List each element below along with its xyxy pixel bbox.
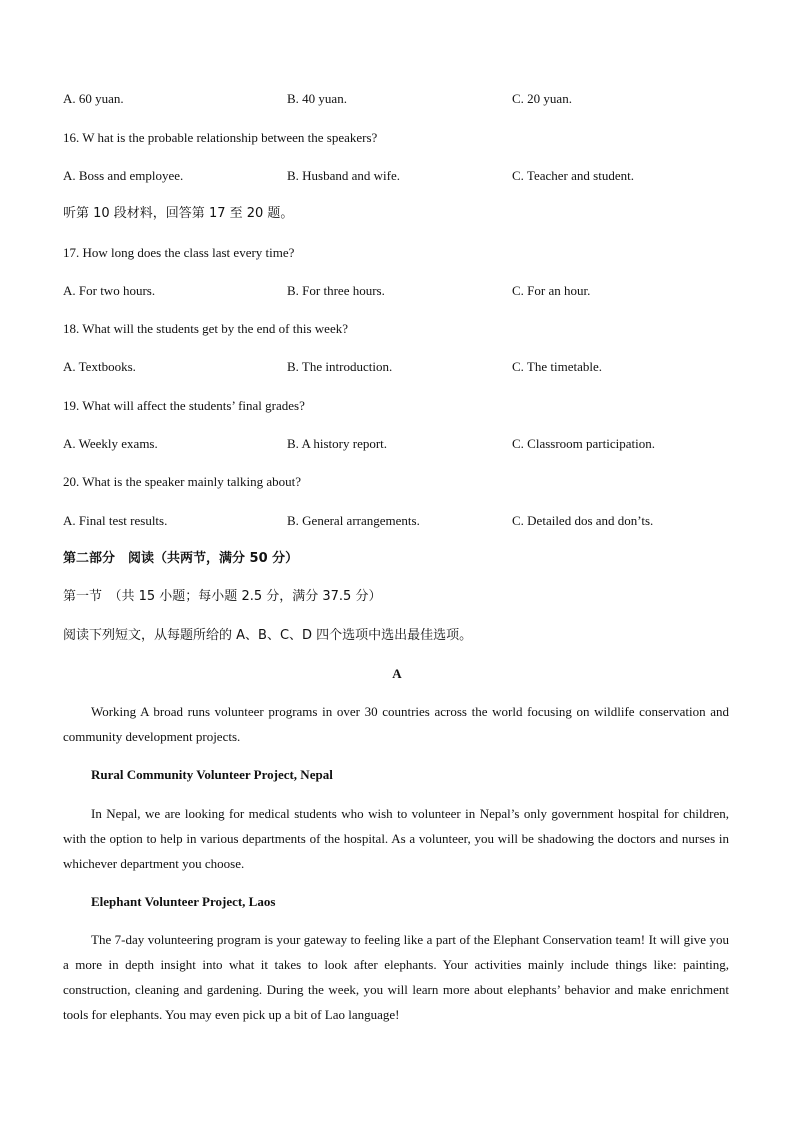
q19-options [63, 436, 743, 452]
q19-option-c: C. Classroom participation. [512, 436, 655, 451]
q20-option-a: A. Final test results. [63, 513, 168, 528]
q18-question: 18. What will the students get by the end of this week? [63, 321, 348, 336]
q18-options [63, 359, 743, 375]
q19-question: 19. What will affect the students’ final grades? [63, 398, 305, 413]
q17-question: 17. How long does the class last every time? [63, 245, 295, 260]
project2-text: The 7-day volunteering program is your gateway to feeling like a part of the Elephant Conservation team! It will give you a more in depth insight into what it takes to look after elephants. Your activities mainly include things like: painting, construction, cleaning and gardening. During the week, you will learn more about elephants’ behavior and make enrichment tools for elephants. You may even pick up a bit of Lao language! [63, 932, 729, 1022]
q16-option-a: A. Boss and employee. [63, 168, 184, 183]
q18-option-c: C. The timetable. [512, 359, 603, 374]
project1-text: In Nepal, we are looking for medical students who wish to volunteer in Nepal’s only government hospital for children, with the option to help in various departments of the hospital. As a volunteer, you will be shadowing the doctors and nurses in whichever department you choose. [63, 806, 729, 871]
q19-option-a: A. Weekly exams. [63, 436, 158, 451]
q16-option-b: B. Husband and wife. [287, 168, 401, 183]
q15-option-b: B. 40 yuan. [287, 91, 347, 106]
q15-options [63, 91, 743, 107]
q16-option-c: C. Teacher and student. [512, 168, 634, 183]
q20-option-b: B. General arrangements. [287, 513, 420, 528]
q17-option-a: A. For two hours. [63, 283, 156, 298]
q20-question: 20. What is the speaker mainly talking about? [63, 474, 302, 489]
q20-options [63, 513, 743, 529]
section1-title: 第一节 （共 15 小题；每小题 2.5 分，满分 37.5 分） [63, 589, 382, 604]
q18-option-b: B. The introduction. [287, 359, 393, 374]
part2-title: 第二部分 阅读（共两节，满分 50 分） [63, 551, 299, 566]
project1-title: Rural Community Volunteer Project, Nepal [91, 767, 333, 782]
q17-option-b: B. For three hours. [287, 283, 385, 298]
q15-option-c: C. 20 yuan. [512, 91, 572, 106]
instructions: 阅读下列短文，从每题所给的 A、B、C、D 四个选项中选出最佳选项。 [63, 628, 473, 643]
q17-option-c: C. For an hour. [512, 283, 591, 298]
q17-options [63, 283, 743, 299]
q19-option-b: B. A history report. [287, 436, 388, 451]
q20-option-c: C. Detailed dos and don’ts. [512, 513, 654, 528]
section-note: 听第 10 段材料，回答第 17 至 20 题。 [63, 206, 294, 221]
q18-option-a: A. Textbooks. [63, 359, 136, 374]
intro-paragraph: Working A broad runs volunteer programs in over 30 countries across the world focusing on wildlife conservation and community development projects. [63, 704, 729, 744]
q15-option-a: A. 60 yuan. [63, 91, 124, 106]
passage-letter: A [392, 666, 402, 681]
q16-question: 16. W hat is the probable relationship between the speakers? [63, 130, 378, 145]
q16-options [63, 168, 743, 184]
project2-title: Elephant Volunteer Project, Laos [91, 894, 276, 909]
